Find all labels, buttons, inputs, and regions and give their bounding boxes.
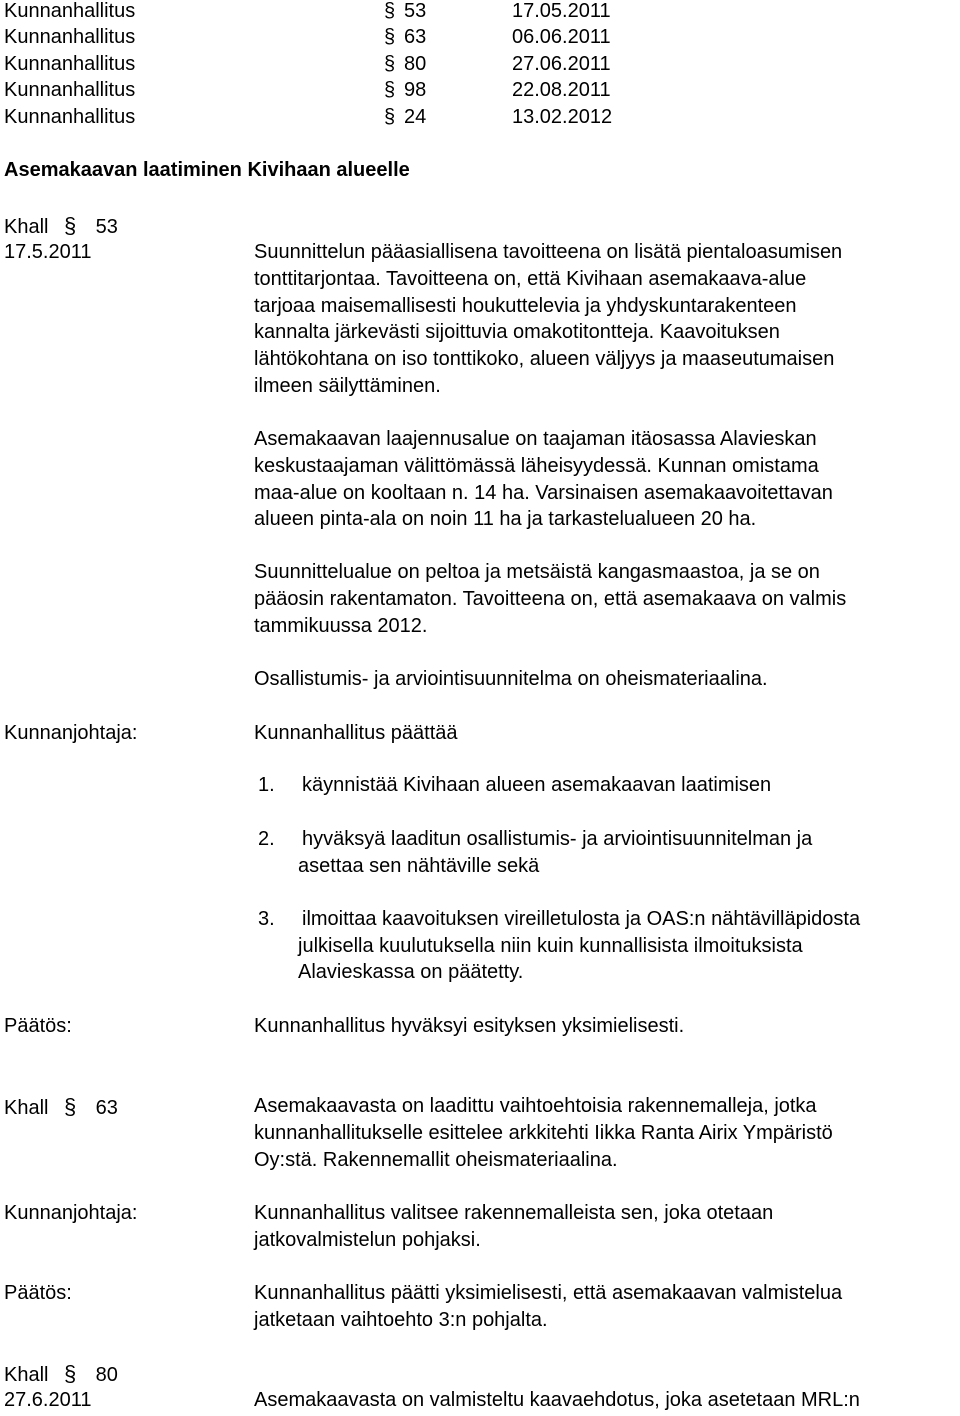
item-text: käynnistää Kivihaan alueen asemakaavan laatimisen [302,774,772,796]
history-body: Kunnanhallitus [4,106,136,128]
khall-53-paragraph-1 [254,239,954,400]
khall-80-text: Asemakaavasta on valmisteltu kaavaehdotus, joka asetetaan MRL:n [254,1389,860,1411]
khall-63-ref [4,1093,118,1122]
text-line: pääosin rakentamaton. Tavoitteena on, että asemakaava on valmis [254,587,847,610]
history-body: Kunnanhallitus [4,26,136,48]
text-line: maa-alue on kooltaan n. 14 ha. Varsinaisen asemakaavoitettavan [254,481,833,504]
text-line: Suunnittelualue on peltoa ja metsäistä kangasmaastoa, ja se on [254,561,820,583]
item-text: hyväksyä laaditun osallistumis- ja arviointisuunnitelman ja [302,828,813,850]
document-title: Asemakaavan laatiminen Kivihaan alueelle [4,159,410,181]
text-line: tonttitarjontaa. Tavoitteena on, että Kivihaan asemakaava-alue [254,267,807,290]
text-line: Osallistumis- ja arviointisuunnitelma on oheismateriaalina. [254,668,768,690]
text-line: tammikuussa 2012. [254,614,428,637]
text-line: Suunnittelun pääasiallisena tavoitteena on lisätä pientaloasumisen [254,241,843,263]
khall-63-text [254,1093,954,1173]
item-number: 3. [258,908,275,930]
khall-53-paragraph-4 [254,666,954,693]
text-line: ilmeen säilyttäminen. [254,374,441,397]
history-number: 98 [404,79,427,101]
section-sign: § [384,0,396,22]
khall-53-date: 17.5.2011 [4,241,92,263]
ref-label: Khall [4,216,49,238]
ref-number: 53 [95,216,118,238]
history-number: 63 [404,26,427,48]
text-line: Asemakaavan laajennusalue on taajaman itäosassa Alavieskan [254,428,817,450]
text-line: kannalta järkevästi sijoittuvia omakotitontteja. Kaavoituksen [254,321,780,344]
history-number: 24 [404,106,427,128]
decision-label: Päätös: [4,1015,72,1037]
text-line: jatketaan vaihtoehto 3:n pohjalta. [254,1308,548,1331]
text-line: lähtökohtana on iso tonttikoko, alueen väljyys ja maaseutumaisen [254,348,835,371]
khall-53-ref [4,212,118,241]
ref-number: 80 [95,1364,118,1386]
decision-label: Päätös: [4,1282,72,1304]
text-line: Oy:stä. Rakennemallit oheismateriaalina. [254,1148,618,1171]
history-body: Kunnanhallitus [4,53,136,75]
ref-number: 63 [95,1097,118,1119]
history-number: 80 [404,53,427,75]
section-sign: § [64,1361,77,1386]
item-text: ilmoittaa kaavoituksen vireilletulosta ja OAS:n nähtävilläpidosta [302,908,861,930]
khall-53-paragraph-2 [254,426,954,533]
history-date: 22.08.2011 [512,79,611,101]
history-number: 53 [404,0,427,22]
text-line: Kunnanhallitus valitsee rakennemalleista sen, joka otetaan [254,1202,774,1224]
list-item [258,826,812,853]
ref-label: Khall [4,1097,49,1119]
history-body: Kunnanhallitus [4,79,136,101]
text-line: jatkovalmistelun pohjaksi. [254,1228,481,1251]
text-line: alueen pinta-ala on noin 11 ha ja tarkastelualueen 20 ha. [254,508,757,531]
history-date: 17.05.2011 [512,0,611,22]
item-text-continuation: julkisella kuulutuksella niin kuin kunnallisista ilmoituksista [298,935,803,957]
history-date: 06.06.2011 [512,26,611,48]
item-text-continuation: Alavieskassa on päätetty. [298,961,524,983]
section-sign: § [384,26,396,48]
decision-text: Kunnanhallitus hyväksyi esityksen yksimielisesti. [254,1015,685,1037]
khall-53-paragraph-3 [254,559,954,639]
section-sign: § [384,53,396,75]
ref-label: Khall [4,1364,49,1386]
khall-80-date: 27.6.2011 [4,1389,92,1411]
history-date: 27.06.2011 [512,53,611,75]
item-number: 1. [258,774,275,796]
section-sign: § [64,213,77,238]
text-line: keskustaajaman välittömässä läheisyydessä. Kunnan omistama [254,454,819,477]
section-sign: § [384,106,396,128]
item-text-continuation: asettaa sen nähtäville sekä [298,855,540,877]
text-line: tarjoaa maisemallisesti houkuttelevia ja yhdyskuntarakenteen [254,294,797,317]
text-line: kunnanhallitukselle esittelee arkkitehti Iikka Ranta Airix Ympäristö [254,1121,833,1144]
history-date: 13.02.2012 [512,106,613,128]
history-body: Kunnanhallitus [4,0,136,22]
proposal-label: Kunnanjohtaja: [4,722,138,744]
khall-63-proposal [254,1200,954,1254]
text-line: Kunnanhallitus päätti yksimielisesti, että asemakaavan valmistelua [254,1282,843,1304]
list-item [258,772,771,799]
item-number: 2. [258,828,275,850]
list-item [258,906,860,933]
section-sign: § [384,79,396,101]
section-sign: § [64,1094,77,1119]
khall-80-ref [4,1360,118,1389]
khall-63-decision [254,1280,954,1334]
proposal-text: Kunnanhallitus päättää [254,722,458,744]
proposal-label: Kunnanjohtaja: [4,1202,138,1224]
text-line: Asemakaavasta on laadittu vaihtoehtoisia rakennemalleja, jotka [254,1095,817,1117]
